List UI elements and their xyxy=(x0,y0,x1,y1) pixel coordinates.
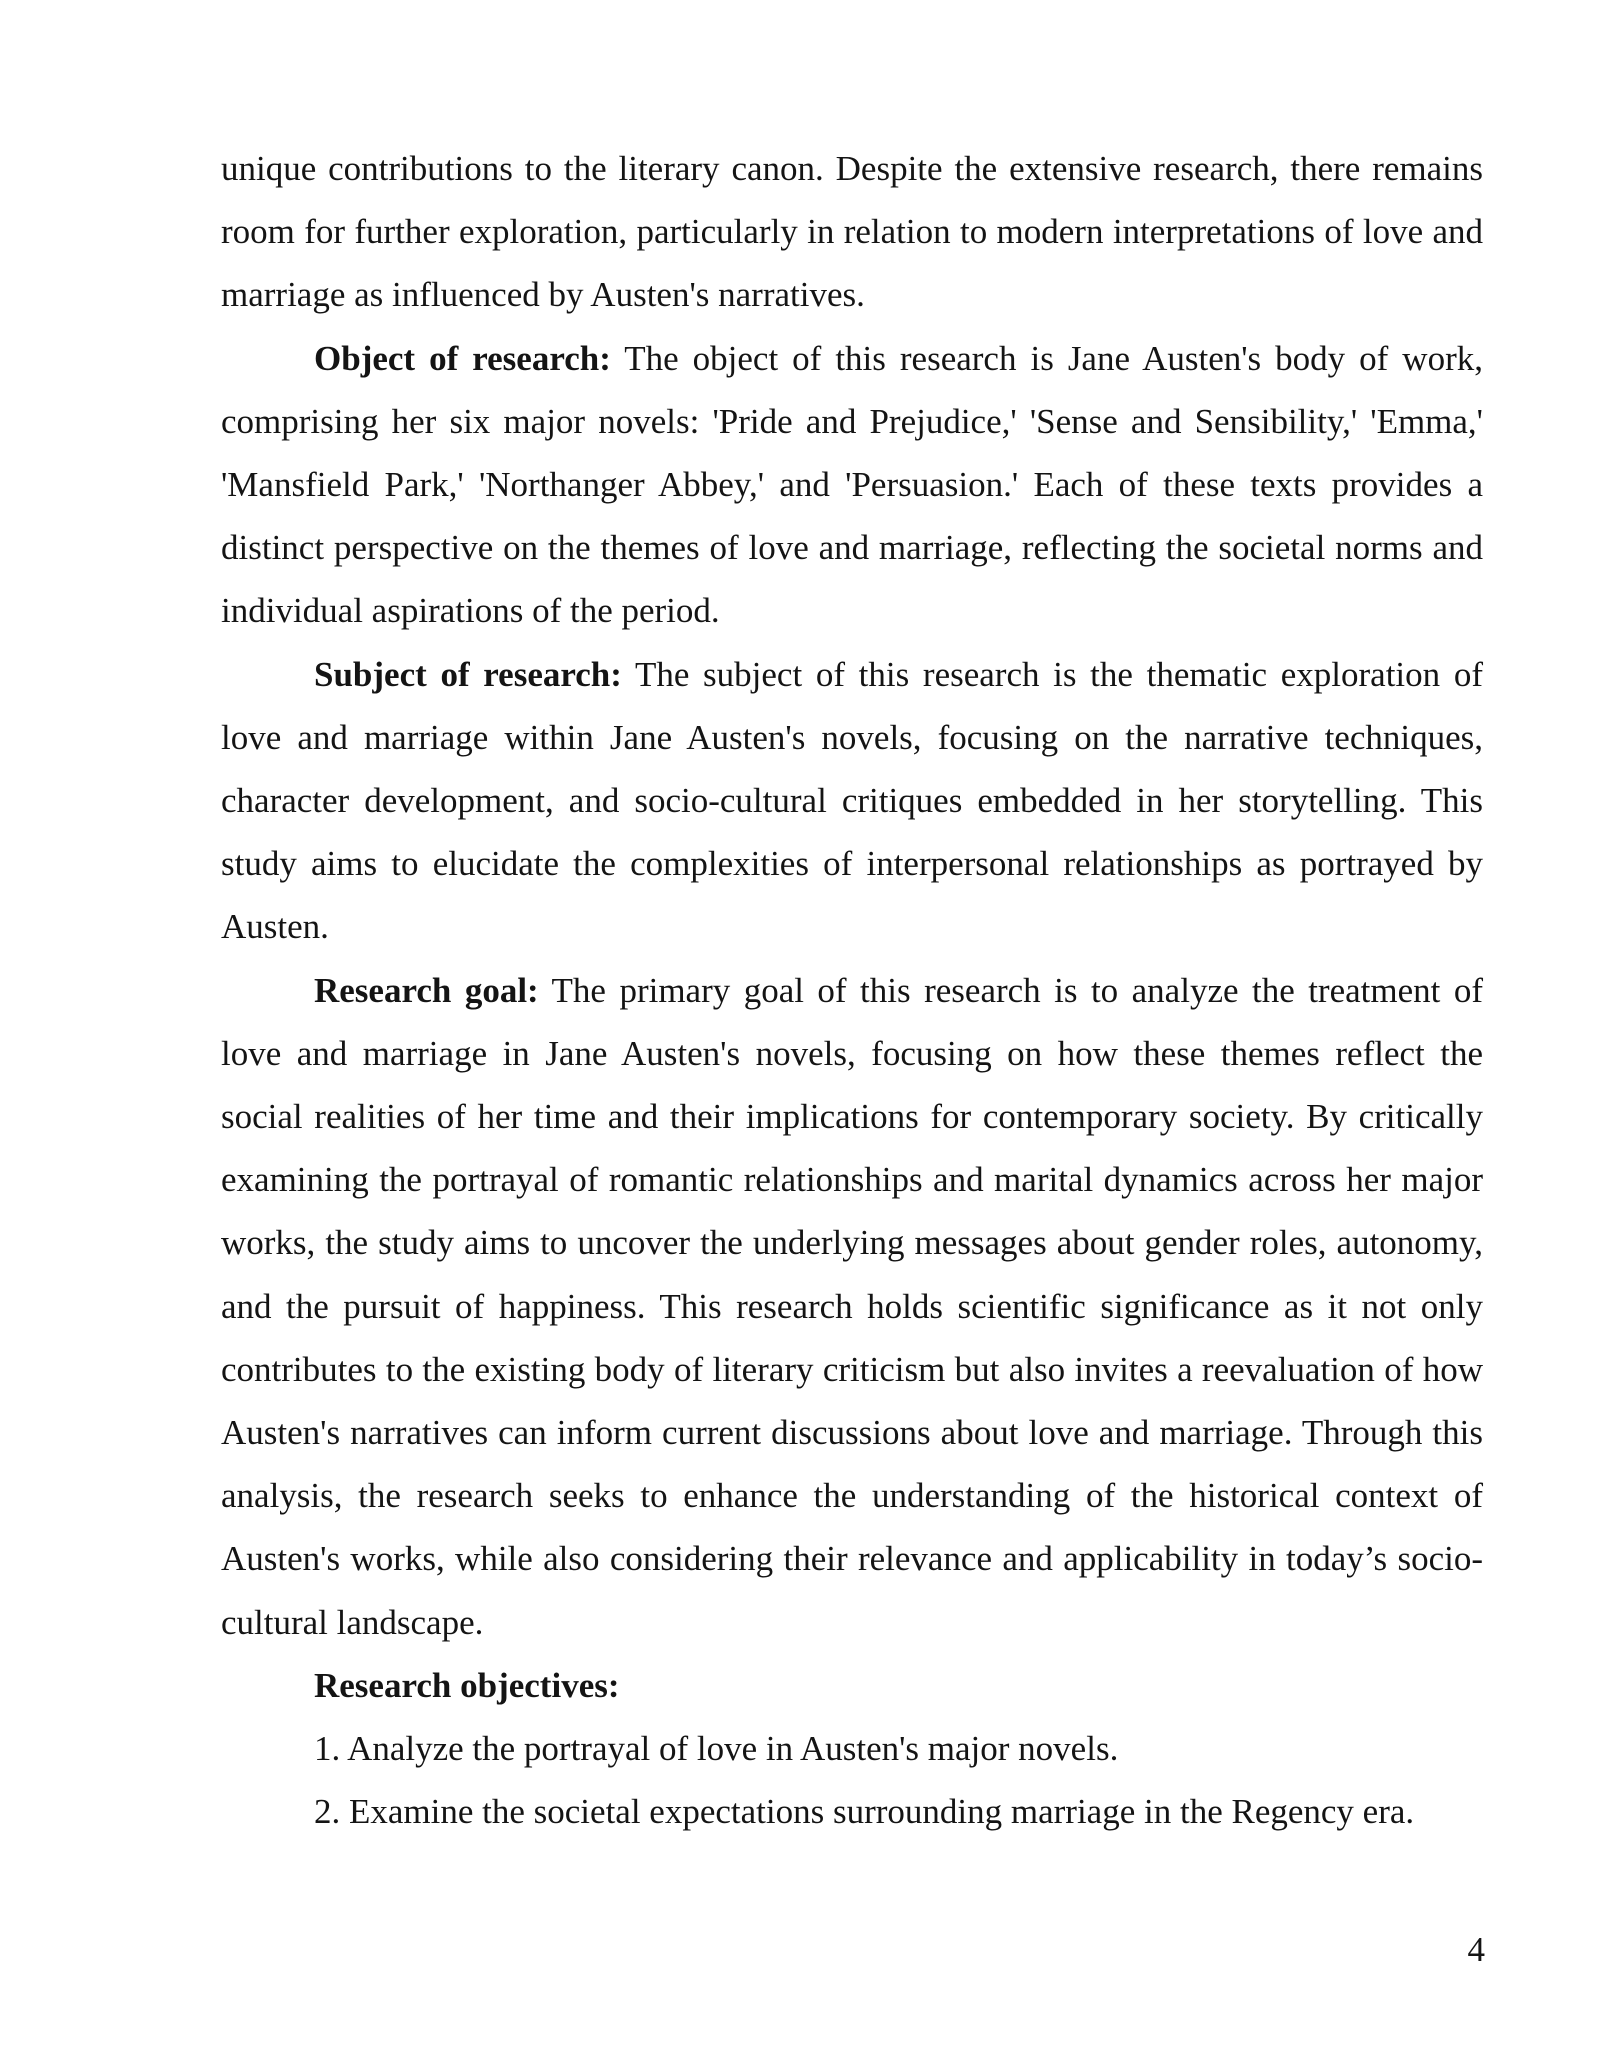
object-of-research-paragraph xyxy=(221,327,1483,643)
research-goal-paragraph xyxy=(221,959,1483,1654)
subject-of-research-paragraph xyxy=(221,643,1483,959)
research-objectives-heading-line xyxy=(221,1654,1483,1717)
objective-item-1: 1. Analyze the portrayal of love in Austen's major novels. xyxy=(314,1729,1119,1769)
research-goal-text: The primary goal of this research is to analyze the treatment of love and marriage in Jane Austen's novels, focusing on how these themes reflect the social realities of her time and their implications for contemporary society. By critically examining the portrayal of romantic relationships and marital dynamics across her major works, the study aims to uncover the underlying messages about gender roles, autonomy, and the pursuit of happiness. This research holds scientific significance as it not only contributes to the existing body of literary criticism but also invites a reevaluation of how Austen's narratives can inform current discussions about love and marriage. Through this analysis, the research seeks to enhance the understanding of the historical context of Austen's works, while also considering their relevance and applicability in today’s socio-cultural landscape. xyxy=(221,970,1483,1642)
page-number: 4 xyxy=(1467,1930,1485,1969)
objective-item-2: 2. Examine the societal expectations surrounding marriage in the Regency era. xyxy=(314,1792,1415,1832)
body-text xyxy=(221,137,1483,1843)
intro-paragraph-text: unique contributions to the literary canon. Despite the extensive research, there remains room for further exploration, particularly in relation to modern interpretations of love and marriage as influenced by Austen's narratives. xyxy=(221,149,1483,315)
intro-paragraph xyxy=(221,137,1483,327)
object-of-research-heading: Object of research: xyxy=(314,338,611,378)
research-objectives-heading: Research objectives: xyxy=(314,1665,620,1705)
subject-of-research-text: The subject of this research is the thematic exploration of love and marriage within Jane Austen's novels, focusing on the narrative techniques, character development, and socio-cultural critiques embedded in her storytelling. This study aims to elucidate the complexities of interpersonal relationships as portrayed by Austen. xyxy=(221,654,1483,947)
research-goal-heading: Research goal: xyxy=(314,970,539,1010)
subject-of-research-heading: Subject of research: xyxy=(314,654,622,694)
object-of-research-text: The object of this research is Jane Austen's body of work, comprising her six major novels: 'Pride and Prejudice,' 'Sense and Sensibility,' 'Emma,' 'Mansfield Park,' 'Northanger Abbey,' and 'Persuasion.' Each of these texts provides a distinct perspective on the themes of love and marriage, reflecting the societal norms and individual aspirations of the period. xyxy=(221,338,1483,631)
